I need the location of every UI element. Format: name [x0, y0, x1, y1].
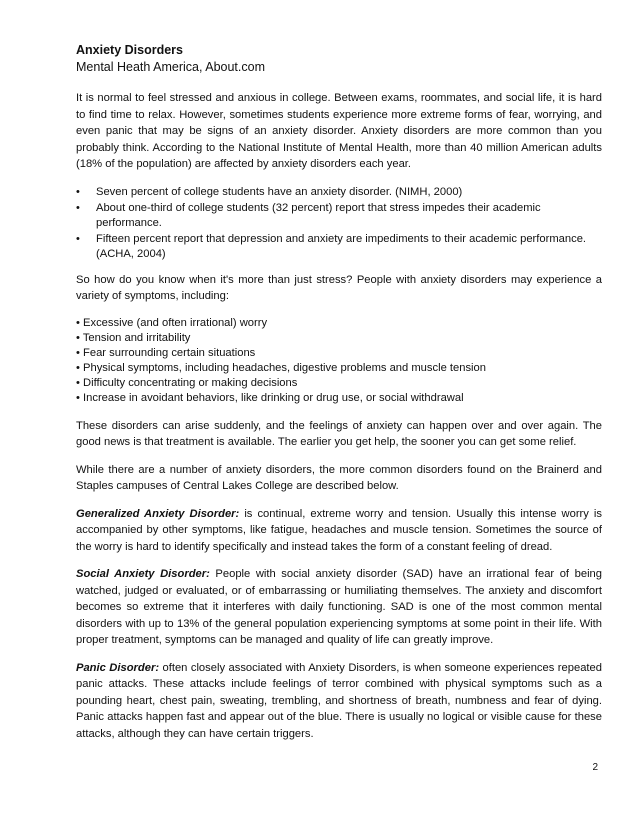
- symptoms-question: So how do you know when it's more than just stress? People with anxiety disorders may experience a variety of symptoms, including:: [76, 273, 602, 302]
- disorder-term: Social Anxiety Disorder:: [76, 568, 210, 580]
- document-page: [76, 42, 602, 753]
- list-item: • Physical symptoms, including headaches, digestive problems and muscle tension: [76, 361, 486, 374]
- common-disorders-paragraph: While there are a number of anxiety disorders, the more common disorders found on the Brainerd and Staples campuses of Central Lakes College are described below.: [76, 463, 602, 492]
- list-item: • Fifteen percent report that depression and anxiety are impediments to their academic performance. (ACHA, 2004): [76, 232, 587, 260]
- generalized-anxiety-paragraph: Generalized Anxiety Disorder: is continual, extreme worry and tension. Usually this intense worry is accompanied by other symptoms, like fatigue, headaches and muscle tension. Sometimes the source of the worry is hard to identify specifically and instead takes the form of a constant feeling of dread.: [76, 507, 602, 553]
- list-item: • Difficulty concentrating or making decisions: [76, 376, 298, 389]
- document-source: Mental Heath America, About.com: [76, 60, 265, 74]
- social-anxiety-paragraph: Social Anxiety Disorder: People with social anxiety disorder (SAD) have an irrational fear of being watched, judged or evaluated, or of embarrassing or humiliating themselves. The anxiety and discomfort becomes so extreme that it interferes with daily functioning. SAD is one of the most common mental disorders with up to 13% of the general population experiencing symptoms at some point in their life. With proper treatment, symptoms can be managed and quality of life can greatly improve.: [76, 568, 602, 646]
- list-item: • Seven percent of college students have an anxiety disorder. (NIMH, 2000): [76, 185, 463, 198]
- disorder-term: Generalized Anxiety Disorder:: [76, 507, 240, 520]
- page-number: 2: [592, 762, 598, 773]
- bullet-icon: •: [76, 232, 80, 245]
- list-item: • Tension and irritability: [76, 331, 191, 344]
- treatment-paragraph: These disorders can arise suddenly, and the feelings of anxiety can happen over and over again. The good news is that treatment is available. The earlier you get help, the sooner you can get some relief.: [76, 419, 602, 448]
- symptoms-list: [76, 316, 602, 406]
- list-item: • Fear surrounding certain situations: [76, 346, 256, 359]
- disorder-term: Panic Disorder:: [76, 661, 160, 674]
- list-item: • About one-third of college students (32 percent) report that stress impedes their academic performance.: [76, 201, 541, 229]
- bullet-icon: •: [76, 185, 80, 198]
- list-item: • Increase in avoidant behaviors, like drinking or drug use, or social withdrawal: [76, 391, 464, 404]
- statistics-list: [76, 185, 602, 262]
- list-item: • Excessive (and often irrational) worry: [76, 316, 268, 329]
- document-title: Anxiety Disorders: [76, 43, 183, 57]
- panic-disorder-paragraph: Panic Disorder: often closely associated with Anxiety Disorders, is when someone experiences repeated panic attacks. These attacks include feelings of terror combined with physical symptoms such as a pounding heart, chest pain, sweating, trembling, and shortness of breath, numbness and fear of dying. Panic attacks happen fast and appear out of the blue. There is usually no logical or visible cause for these attacks, although they can have certain triggers.: [76, 661, 602, 740]
- intro-paragraph: It is normal to feel stressed and anxious in college. Between exams, roommates, and social life, it is hard to find time to relax. However, sometimes students experience more extreme forms of fear, worrying, and even panic that may be signs of an anxiety disorder. Anxiety disorders are more common than you probably think. According to the National Institute of Mental Health, more than 40 million American adults (18% of the population) are affected by anxiety disorders each year.: [76, 92, 602, 170]
- bullet-icon: •: [76, 201, 80, 214]
